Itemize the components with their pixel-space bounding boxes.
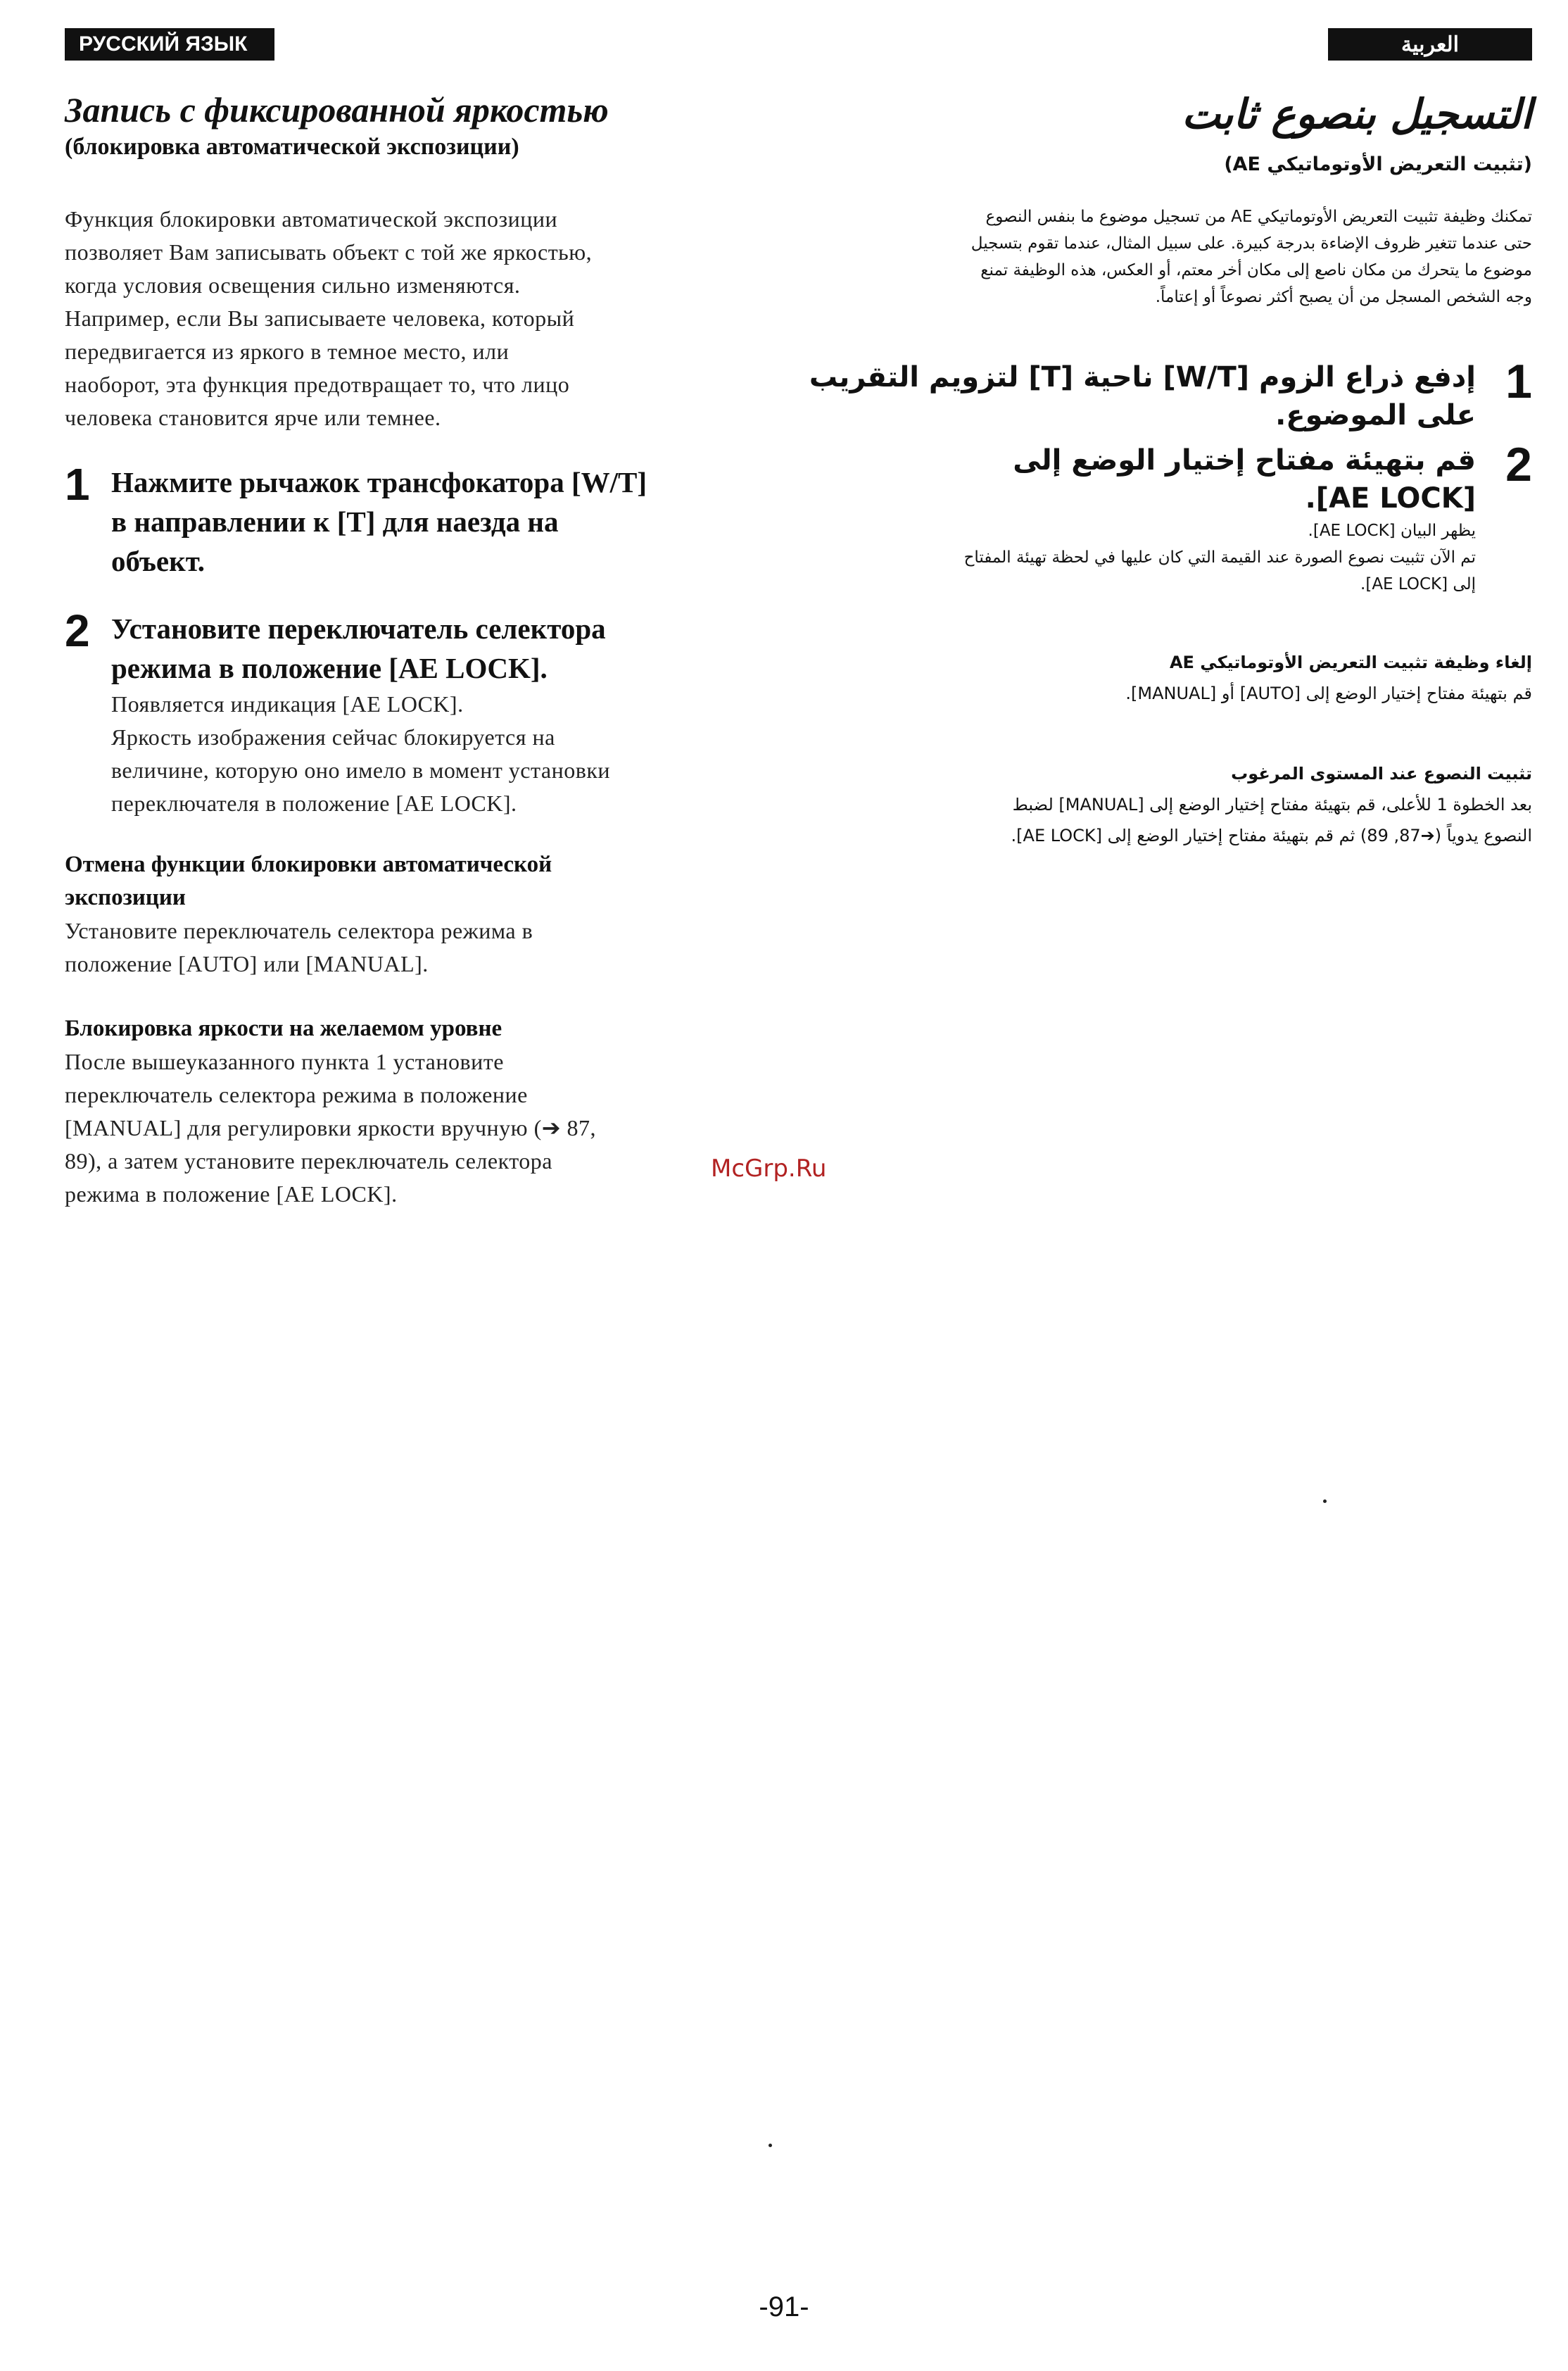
russian-step-2 — [65, 605, 754, 820]
body-line: 89), а затем установите переключатель селектора — [65, 1147, 552, 1174]
intro-line: позволяет Вам записывать объект с той же яркостью, — [65, 239, 593, 265]
heading-line: قم بتهيئة مفتاح إختيار الوضع إلى — [1013, 444, 1476, 477]
heading-line: в направлении к [T] для наезда на — [111, 505, 559, 538]
intro-line: تمكنك وظيفة تثبيت التعريض الأوتوماتيكي AE من تسجيل موضوع ما بنفس النصوع — [985, 207, 1532, 226]
intro-line: человека становится ярче или темнее. — [65, 404, 441, 430]
russian-step-1 — [65, 458, 754, 581]
title-line: экспозиции — [65, 884, 186, 910]
section-title — [65, 848, 754, 914]
heading-line: режима в положение [AE LOCK]. — [111, 651, 548, 684]
step-body — [111, 688, 754, 820]
heading-line: على الموضوع. — [1275, 398, 1476, 432]
step-number: 1 — [1505, 354, 1532, 408]
arabic-level-section — [866, 758, 1532, 851]
step-heading — [111, 463, 754, 581]
step-number: 2 — [1505, 437, 1532, 491]
body-line: Яркость изображения сейчас блокируется на — [111, 724, 555, 750]
heading-line: [AE LOCK]. — [1305, 482, 1476, 515]
heading-line: объект. — [111, 544, 206, 577]
body-line: النصوع يدوياً (➔87, 89) ثم قم بتهيئة مفتاح إختيار الوضع إلى [AE LOCK]. — [1011, 825, 1532, 845]
russian-cancel-section — [65, 848, 754, 981]
section-title: Блокировка яркости на желаемом уровне — [65, 1015, 502, 1041]
intro-line: наоборот, эта функция предотвращает то, что лицо — [65, 371, 570, 397]
section-body — [866, 789, 1532, 851]
intro-line: موضوع ما يتحرك من مكان ناصع إلى مكان أخر معتم، أو العكس، هذه الوظيفة تمنع — [980, 260, 1532, 279]
russian-title: Запись с фиксированной яркостью — [65, 90, 609, 130]
body-line: величине, которую оно имело в момент установки — [111, 757, 610, 783]
arabic-subtitle: (تثبيت التعريض الأوتوماتيكي AE) — [1224, 153, 1532, 175]
russian-subtitle: (блокировка автоматической экспозиции) — [65, 133, 519, 160]
body-line: Появляется индикация [AE LOCK]. — [111, 691, 464, 717]
section-body — [65, 914, 754, 981]
title-line: Отмена функции блокировки автоматической — [65, 851, 552, 877]
body-line: После вышеуказанного пункта 1 установите — [65, 1048, 504, 1074]
arabic-language-tab: العربية — [1328, 28, 1532, 61]
body-line: يظهر البيان [AE LOCK]. — [1308, 521, 1476, 540]
section-title: إلغاء وظيفة تثبيت التعريض الأوتوماتيكي AE — [1169, 652, 1532, 672]
page-number: -91- — [759, 2291, 809, 2322]
body-line: [MANUAL] для регулировки яркости вручную (➔ 87, — [65, 1114, 597, 1140]
arabic-cancel-section — [866, 647, 1532, 709]
body-line: تم الآن تثبيت نصوع الصورة عند القيمة التي كان عليها في لحظة تهيئة المفتاح — [963, 548, 1476, 567]
intro-line: Например, если Вы записываете человека, который — [65, 305, 575, 331]
speck-mark — [1323, 1499, 1327, 1503]
speck-mark — [769, 2144, 772, 2147]
heading-line: Нажмите рычажок трансфокатора [W/T] — [111, 465, 647, 498]
arabic-step-2 — [866, 437, 1532, 598]
step-number: 2 — [65, 605, 90, 656]
arabic-intro — [866, 203, 1532, 310]
step-number: 1 — [65, 458, 90, 510]
section-body — [866, 678, 1532, 709]
russian-column — [65, 90, 754, 1211]
intro-line: Функция блокировки автоматической экспозиции — [65, 206, 558, 232]
heading-line: إدفع ذراع الزوم [W/T] ناحية [T] لتزويم التقريب — [809, 360, 1476, 394]
step-heading — [809, 358, 1476, 434]
russian-language-tab: РУССКИЙ ЯЗЫК — [65, 28, 274, 61]
intro-line: передвигается из яркого в темное место, или — [65, 338, 510, 364]
body-line: режима в положение [AE LOCK]. — [65, 1181, 398, 1207]
intro-line: حتى عندما تتغير ظروف الإضاءة بدرجة كبيرة. على سبيل المثال، عندما تقوم بتسجيل — [970, 234, 1532, 253]
step-heading — [866, 441, 1476, 517]
body-line: положение [AUTO] или [MANUAL]. — [65, 950, 429, 976]
body-line: переключатель селектора режима в положение — [65, 1081, 528, 1107]
arabic-column — [809, 90, 1532, 851]
body-line: Установите переключатель селектора режима в — [65, 917, 533, 943]
arabic-step-1 — [809, 354, 1532, 434]
body-line: قم بتهيئة مفتاح إختيار الوضع إلى [AUTO] أو [MANUAL]. — [1125, 683, 1532, 703]
step-heading — [111, 609, 754, 688]
intro-line: وجه الشخص المسجل من أن يصبح أكثر نصوعاً أو إعتاماً. — [1155, 287, 1532, 306]
arabic-title: التسجيل بنصوع ثابت — [1182, 90, 1532, 138]
russian-level-section — [65, 1012, 754, 1211]
russian-intro — [65, 203, 754, 434]
body-line: بعد الخطوة 1 للأعلى، قم بتهيئة مفتاح إختيار الوضع إلى [MANUAL] لضبط — [1012, 794, 1532, 815]
section-title: تثبيت النصوع عند المستوى المرغوب — [1231, 763, 1532, 784]
heading-line: Установите переключатель селектора — [111, 612, 606, 645]
intro-line: когда условия освещения сильно изменяются. — [65, 272, 521, 298]
body-line: إلى [AE LOCK]. — [1360, 574, 1476, 593]
watermark: McGrp.Ru — [711, 1155, 827, 1183]
step-body — [866, 517, 1476, 598]
section-body — [65, 1045, 754, 1211]
body-line: переключателя в положение [AE LOCK]. — [111, 790, 517, 816]
